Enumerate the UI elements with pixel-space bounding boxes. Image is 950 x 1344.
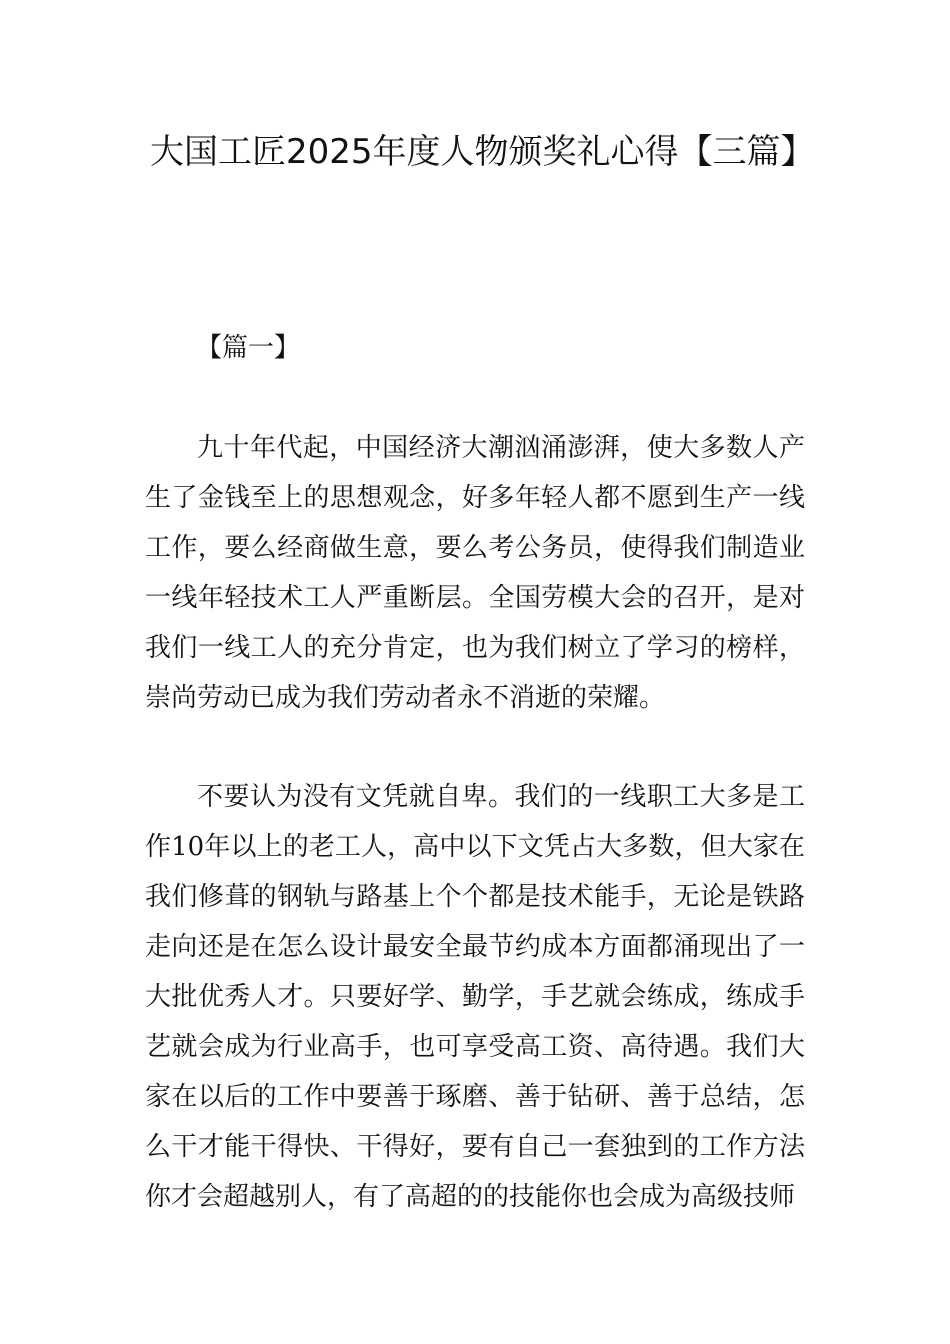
section-label: 【篇一】 xyxy=(196,333,301,363)
body-paragraph: 九十年代起，中国经济大潮汹涌澎湃，使大多数人产生了金钱至上的思想观念，好多年轻人都不愿到生产一线工作，要么经商做生意，要么考公务员，使得我们制造业一线年轻技术工人严重断层。全国劳模大会的召开，是对我们一线工人的充分肯定，也为我们树立了学习的榜样，崇尚劳动已成为我们劳动者永不消逝的荣耀。 xyxy=(145,433,805,713)
body-paragraph: 不要认为没有文凭就自卑。我们的一线职工大多是工作10年以上的老工人，高中以下文凭占大多数，但大家在我们修葺的钢轨与路基上个个都是技术能手，无论是铁路走向还是在怎么设计最安全最节约成本方面都涌现出了一大批优秀人才。只要好学、勤学，手艺就会练成，练成手艺就会成为行业高手，也可享受高工资、高待遇。我们大家在以后的工作中要善于琢磨、善于钻研、善于总结，怎么干才能干得快、干得好，要有自己一套独到的工作方法你才会超越别人，有了高超的的技能你也会成为高级技师 xyxy=(145,782,805,1212)
document-title: 大国工匠2025年度人物颁奖礼心得【三篇】 xyxy=(150,132,815,172)
